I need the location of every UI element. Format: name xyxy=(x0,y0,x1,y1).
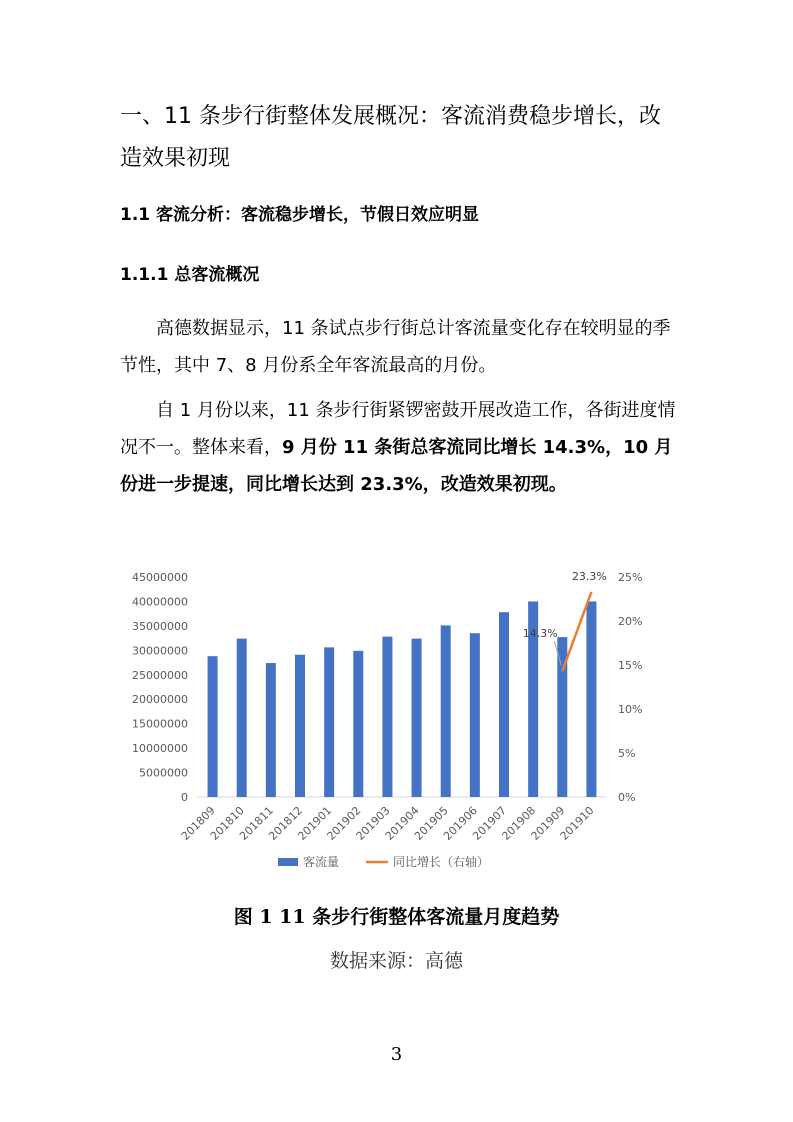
y-right-tick-label: 25% xyxy=(618,571,643,584)
x-tick-label: 201908 xyxy=(499,803,539,843)
x-tick-label: 201902 xyxy=(324,803,364,843)
figure-caption: 图 1 11 条步行街整体客流量月度趋势 xyxy=(233,906,560,928)
y-left-tick-label: 20000000 xyxy=(132,693,188,707)
bar xyxy=(208,656,218,797)
y-left-tick-label: 10000000 xyxy=(132,742,188,756)
bar xyxy=(499,612,509,797)
legend-swatch-bar xyxy=(278,858,298,866)
x-tick-label: 201809 xyxy=(178,803,218,843)
x-tick-label: 201901 xyxy=(295,803,335,843)
bar xyxy=(382,637,392,797)
y-left-tick-label: 0 xyxy=(181,791,188,804)
subsection-heading: 1.1 客流分析：客流稳步增长，节假日效应明显 xyxy=(120,205,480,225)
x-tick-label: 201907 xyxy=(470,803,510,843)
y-left-tick-label: 35000000 xyxy=(132,619,188,633)
legend-label: 同比增长（右轴） xyxy=(393,855,490,869)
y-right-tick-label: 20% xyxy=(618,615,643,628)
y-right-tick-label: 5% xyxy=(618,747,636,760)
y-left-tick-label: 15000000 xyxy=(132,717,188,731)
x-tick-label: 201904 xyxy=(382,803,422,843)
x-tick-label: 201811 xyxy=(237,803,276,843)
paragraph-growth-text: 自 1 月份以来，11 条步行街紧锣密鼓开展改造工作，各街进度情况不一。整体来看， xyxy=(120,400,676,458)
y-right-tick-label: 10% xyxy=(618,703,643,716)
x-tick-label: 201810 xyxy=(207,803,247,843)
data-source: 数据来源：高德 xyxy=(329,950,463,972)
bar xyxy=(470,633,480,797)
paragraph-seasonality: 高德数据显示，11 条试点步行街总计客流量变化存在较明显的季节性，其中 7、8 月份系全年客流最高的月份。 xyxy=(120,318,671,376)
section-heading: 一、11 条步行街整体发展概况：客流消费稳步增长，改造效果初现 xyxy=(120,104,661,171)
y-left-tick-label: 5000000 xyxy=(139,766,188,780)
x-tick-label: 201910 xyxy=(557,803,597,843)
traffic-chart xyxy=(118,560,658,880)
bar xyxy=(441,625,451,797)
subsubsection-heading: 1.1.1 总客流概况 xyxy=(120,265,260,285)
y-left-tick-label: 25000000 xyxy=(132,668,188,682)
bar xyxy=(237,639,247,797)
bar xyxy=(324,647,334,797)
x-tick-label: 201906 xyxy=(441,803,480,843)
legend-label: 客流量 xyxy=(303,855,340,869)
x-tick-label: 201903 xyxy=(353,803,393,843)
paragraph-growth-highlight: 9 月份 11 条街总客流同比增长 14.3%，10 月份进一步提速，同比增长达到 23.3%，改造效果初现。 xyxy=(120,437,673,495)
paragraph-growth xyxy=(120,392,676,503)
bar xyxy=(586,601,596,797)
y-left-tick-label: 45000000 xyxy=(132,571,188,584)
bar xyxy=(353,651,363,797)
bar xyxy=(295,655,305,797)
y-right-tick-label: 0% xyxy=(618,791,636,804)
x-tick-label: 201812 xyxy=(266,803,306,843)
y-left-tick-label: 30000000 xyxy=(132,644,188,658)
data-label: 14.3% xyxy=(522,627,558,641)
page-number: 3 xyxy=(390,1044,403,1065)
y-left-tick-label: 40000000 xyxy=(132,595,188,609)
data-label: 23.3% xyxy=(571,569,607,583)
x-tick-label: 201905 xyxy=(411,803,451,843)
bar xyxy=(266,663,276,797)
x-tick-label: 201909 xyxy=(528,803,568,843)
y-right-tick-label: 15% xyxy=(618,659,643,672)
bar xyxy=(412,639,422,797)
